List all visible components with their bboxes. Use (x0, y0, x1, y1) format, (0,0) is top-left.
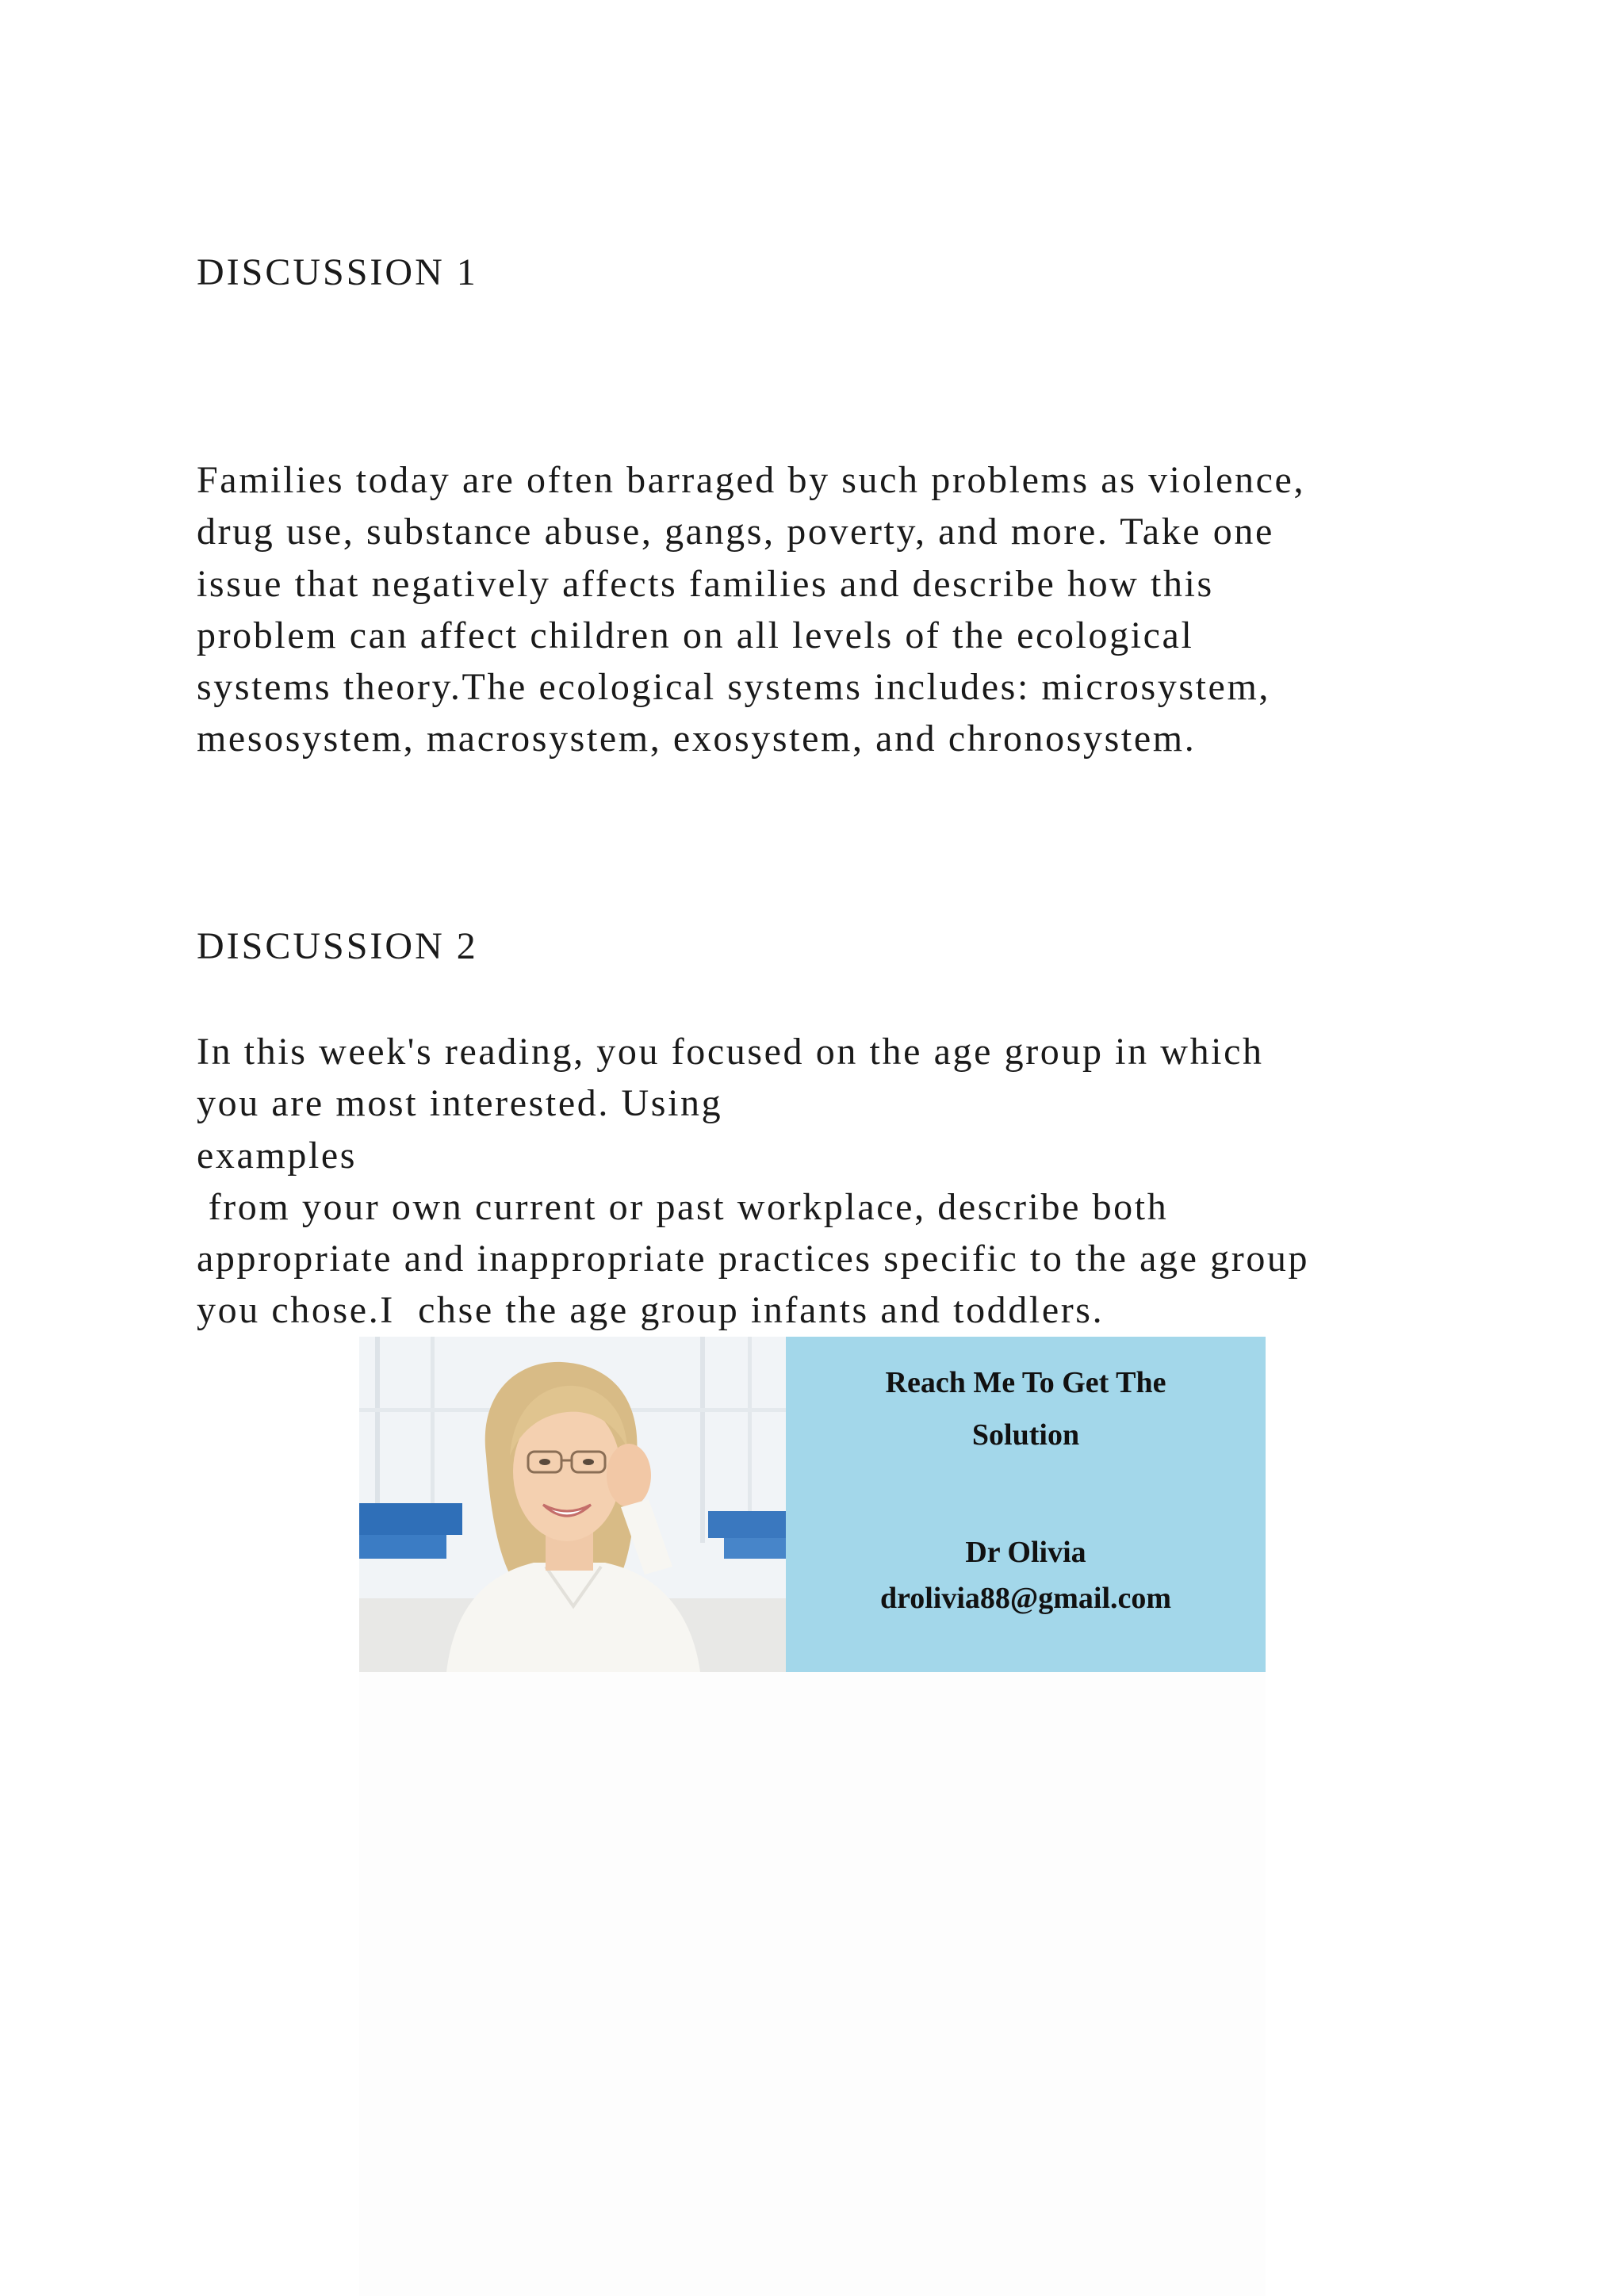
discussion-1-line: Families today are often barraged by such problems as violence, (197, 459, 1306, 501)
blank-image-area (359, 1672, 1266, 2296)
discussion-2-heading: DISCUSSION 2 (197, 925, 478, 967)
card-headline-line-1: Reach Me To Get The (885, 1366, 1166, 1399)
discussion-2-line: you chose.I chse the age group infants and toddlers. (197, 1289, 1105, 1332)
discussion-2-line: In this week's reading, you focused on the age group in which (197, 1031, 1264, 1073)
contact-card (786, 1337, 1266, 1672)
discussion-1-line: mesosystem, macrosystem, exosystem, and chronosystem. (197, 718, 1197, 760)
discussion-1-prompt (197, 454, 1561, 765)
discussion-2-line: examples (197, 1134, 358, 1177)
discussion-1-line: issue that negatively affects families and describe how this (197, 562, 1214, 605)
contact-name: Dr Olivia (965, 1536, 1086, 1569)
card-headline-line-2: Solution (971, 1418, 1080, 1452)
discussion-2-line: appropriate and inappropriate practices specific to the age group (197, 1238, 1310, 1280)
discussion-1-line: systems theory.The ecological systems includes: microsystem, (197, 666, 1270, 709)
discussion-2-line: from your own current or past workplace, describe both (197, 1185, 1169, 1228)
discussion-1-line: drug use, substance abuse, gangs, poverty, and more. Take one (197, 511, 1274, 553)
woman-photo-illustration (359, 1337, 786, 1672)
discussion-2-line: you are most interested. Using (197, 1082, 723, 1125)
contact-email: drolivia88@gmail.com (879, 1582, 1172, 1615)
discussion-1-heading: DISCUSSION 1 (197, 251, 478, 293)
contact-banner (359, 1337, 1266, 1672)
discussion-1-line: problem can affect children on all levels of the ecological (197, 614, 1194, 656)
banner-photo (359, 1337, 786, 1672)
discussion-2-prompt (197, 1026, 1561, 1337)
